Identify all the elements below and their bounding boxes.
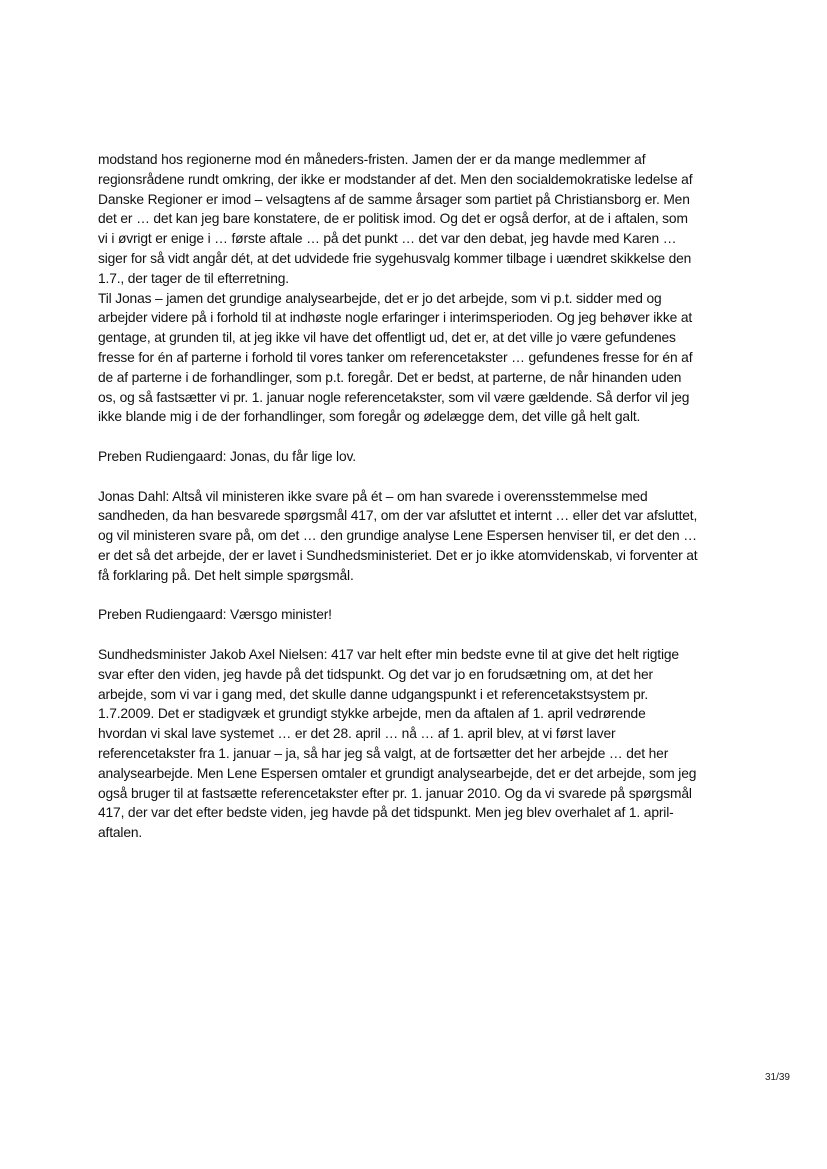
paragraph-gap: [98, 625, 698, 645]
paragraph-chair-jonas: Preben Rudiengaard: Jonas, du får lige lov.: [98, 448, 356, 464]
paragraph-minister-answer: Sundhedsminister Jakob Axel Nielsen: 417 var helt efter min bedste evne til at give det helt rigtige svar efter den viden, jeg havde på det tidspunkt. Og det var jo en forudsætning om, at det her arbejde, som vi var i gang med, det skulle danne udgangspunkt i et referencetakstsystem pr. 1.7.2009. Det er stadigvæk et grundigt stykke arbejde, men da aftalen af 1. april vedrørende hvordan vi skal lave systemet … er det 28. april … nå … af 1. april blev, at vi først laver referencetakster fra 1. januar – ja, så har jeg så valgt, at de fortsætter det her arbejde … det her analysearbejde. Men Lene Espersen omtaler et grundigt analysearbejde, det er det arbejde, som jeg også bruger til at fastsætte referencetakster efter pr. 1. januar 2010. Og da vi svarede på spørgsmål 417, der var det efter bedste viden, jeg havde på det tidspunkt. Men jeg blev overhalet af 1. april-aftalen.: [98, 646, 697, 841]
paragraph-gap: [98, 467, 698, 487]
paragraph-jonas-dahl: Jonas Dahl: Altså vil ministeren ikke svare på ét – om han svarede i overensstemmelse med sandheden, da han besvarede spørgsmål 417, om der var afsluttet et internt … eller det var afsluttet, og vil ministeren svare på, om det … den grundige analyse Lene Espersen henviser til, er det den … er det så det arbejde, der er lavet i Sundhedsministeriet. Det er jo ikke atomvidenskab, vi forventer at få forklaring på. Det helt simple spørgsmål.: [98, 488, 698, 583]
paragraph-minister-regions: modstand hos regionerne mod én måneders-fristen. Jamen der er da mange medlemmer af regionsrådene rundt omkring, der ikke er modstander af det. Men den socialdemokratiske ledelse af Danske Regioner er imod – velsagtens af de samme årsager som partiet på Christiansborg er. Men det er … det kan jeg bare konstatere, de er politisk imod. Og det er også derfor, at de i aftalen, som vi i øvrigt er enige i … første aftale … på det punkt … det var den debat, jeg havde med Karen … siger for så vidt angår dét, at det udvidede frie sygehusvalg kommer tilbage i uændret skikkelse den 1.7., der tager de til efterretning.: [98, 152, 693, 286]
paragraph-analysis-work: Til Jonas – jamen det grundige analysearbejde, det er jo det arbejde, som vi p.t. sidder med og arbejder videre på i forhold til at indhøste nogle erfaringer i interimsperioden. Og jeg behøver ikke at gentage, at grunden til, at jeg ikke vil have det offentligt ud, det er, at det ville jo være gefundenes fresse for én af parterne i forhold til vores tanker om referencetakster … gefundenes fresse for én af de af parterne i de forhandlinger, som p.t. foregår. Det er bedst, at parterne, de når hinanden uden os, og så fastsætter vi pr. 1. januar nogle referencetakster, som vil være gældende. Så derfor vil jeg ikke blande mig i de der forhandlinger, som foregår og ødelægge dem, det ville gå helt galt.: [98, 290, 693, 425]
paragraph-gap: [98, 586, 698, 606]
transcript-body: [98, 150, 698, 843]
paragraph-gap: [98, 427, 698, 447]
page-number: 31/39: [764, 1072, 790, 1083]
paragraph-chair-minister: Preben Rudiengaard: Værsgo minister!: [98, 607, 332, 623]
